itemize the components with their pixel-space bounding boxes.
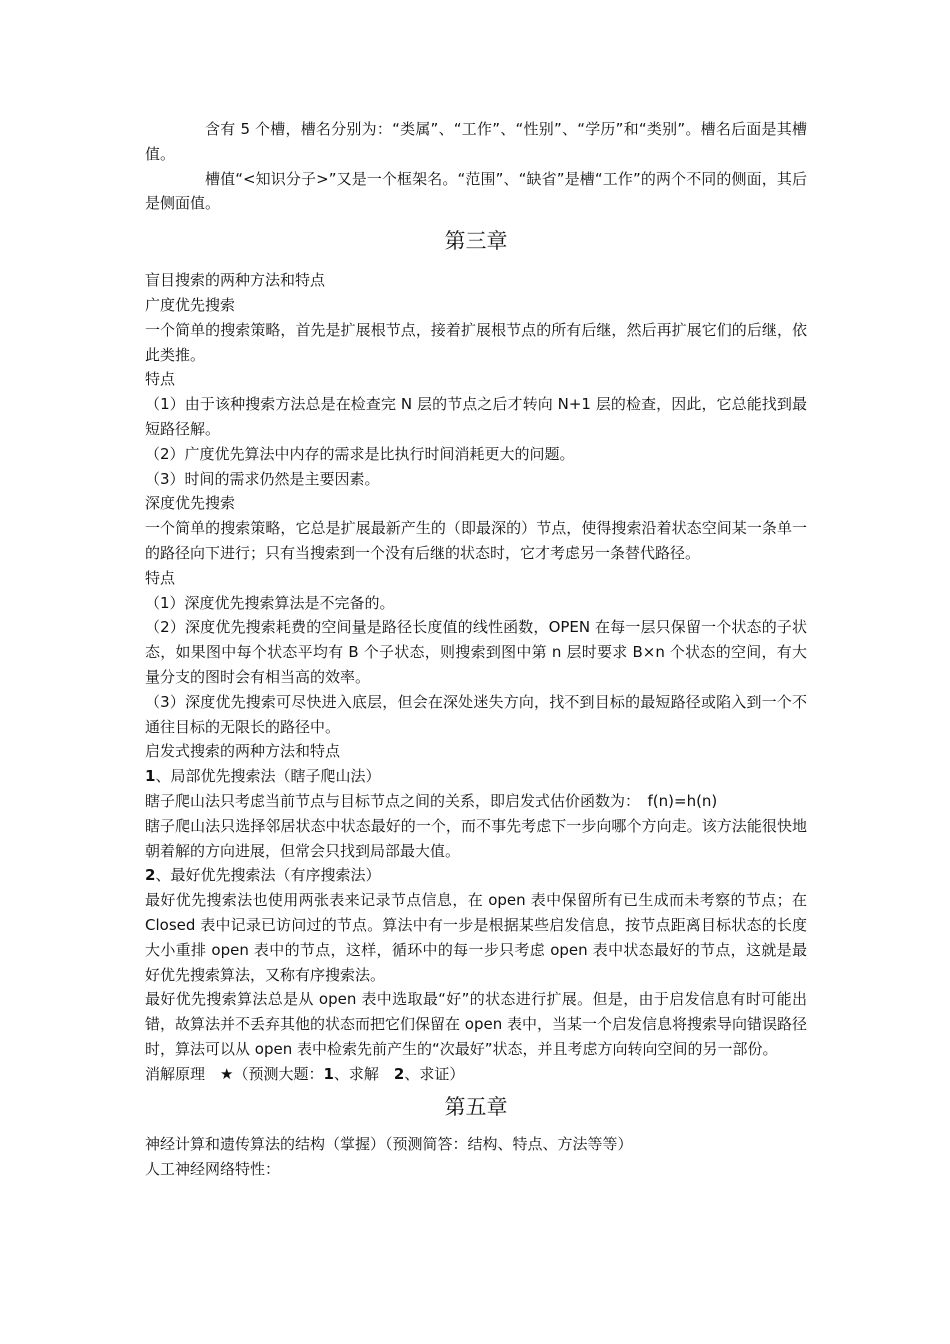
resolution-mid: 、求解 [333, 1064, 394, 1083]
local-search-number: 1 [145, 767, 156, 786]
resolution-principle-line [145, 1062, 807, 1087]
dfs-heading: 深度优先搜索 [145, 494, 236, 513]
local-search-title: 、局部优先搜索法（瞎子爬山法） [155, 767, 381, 786]
intro-paragraph-1: 含有 5 个槽，槽名分别为：“类属”、“工作”、“性别”、“学历”和“类别”。槽名后面是其槽值。 [145, 120, 807, 163]
local-search-description-1: 瞎子爬山法只考虑当前节点与目标节点之间的关系，即启发式估价函数为： f(n)=h(n) [145, 791, 718, 810]
dfs-description: 一个简单的搜索策略，它总是扩展最新产生的（即最深的）节点，使得搜索沿着状态空间某一条单一的路径向下进行；只有当搜索到一个没有后继的状态时，它才考虑另一条替代路径。 [145, 519, 807, 562]
best-first-number: 2 [145, 866, 156, 885]
dfs-feature-2: （2）深度优先搜索耗费的空间量是路径长度值的线性函数，OPEN 在每一层只保留一个状态的子状态，如果图中每个状态平均有 B 个子状态，则搜索到图中第 n 层时要求 B×n 个状态的空间，有大量分支的图时会有相当高的效率。 [145, 618, 807, 686]
resolution-number-1: 1 [323, 1064, 334, 1083]
bfs-heading: 广度优先搜索 [145, 295, 236, 314]
ann-properties-line: 人工神经网络特性： [145, 1160, 281, 1179]
intro-paragraph-2: 槽值“<知识分子>”又是一个框架名。“范围”、“缺省”是槽“工作”的两个不同的侧面，其后是侧面值。 [145, 169, 807, 213]
neural-genetic-line: 神经计算和遗传算法的结构（掌握）（预测简答：结构、特点、方法等等） [145, 1135, 633, 1154]
bfs-features-label: 特点 [145, 370, 176, 389]
resolution-number-2: 2 [393, 1064, 405, 1083]
bfs-description: 一个简单的搜索策略，首先是扩展根节点，接着扩展根节点的所有后继，然后再扩展它们的后继，依此类推。 [145, 320, 807, 364]
local-search-description-2: 瞎子爬山法只选择邻居状态中状态最好的一个，而不事先考虑下一步向哪个方向走。该方法能很快地朝着解的方向进展，但常会只找到局部最大值。 [145, 816, 807, 860]
bfs-feature-1: （1）由于该种搜索方法总是在检查完 N 层的节点之后才转向 N+1 层的检查，因此，它总能找到最短路径解。 [145, 395, 807, 438]
best-first-heading [145, 863, 807, 888]
bfs-feature-3: （3）时间的需求仍然是主要因素。 [145, 469, 380, 488]
best-first-title: 、最好优先搜索法（有序搜索法） [155, 866, 381, 885]
blind-search-heading: 盲目搜索的两种方法和特点 [145, 271, 326, 290]
best-first-description-2: 最好优先搜索算法总是从 open 表中选取最“好”的状态进行扩展。但是，由于启发信息有时可能出错，故算法并不丢弃其他的状态而把它们保留在 open 表中，当某一个启发信息将搜索导向错误路径时，算法可以从 open 表中检索先前产生的“次最好”状态，并且考虑方向转向空间的另一部份。 [145, 990, 807, 1058]
document-body [145, 117, 807, 1182]
local-search-heading [145, 764, 807, 789]
bfs-feature-2: （2）广度优先算法中内存的需求是比执行时间消耗更大的问题。 [145, 444, 575, 463]
resolution-post: 、求证） [404, 1064, 465, 1083]
dfs-features-label: 特点 [145, 568, 176, 587]
dfs-feature-3: （3）深度优先搜索可尽快进入底层，但会在深处迷失方向，找不到目标的最短路径或陷入到一个不通往目标的无限长的路径中。 [145, 692, 807, 736]
chapter-5-title: 第五章 [444, 1095, 508, 1120]
heuristic-search-heading: 启发式搜索的两种方法和特点 [145, 742, 341, 761]
best-first-description-1: 最好优先搜索法也使用两张表来记录节点信息，在 open 表中保留所有已生成而未考察的节点；在 Closed 表中记录已访问过的节点。算法中有一步是根据某些启发信息，按节点距离目标状态的长度大小重排 open 表中的节点，这样，循环中的每一步只考虑 open 表中状态最好的节点，这就是最好优先搜索算法，又称有序搜索法。 [145, 891, 807, 984]
dfs-feature-1: （1）深度优先搜索算法是不完备的。 [145, 593, 395, 612]
chapter-3-title: 第三章 [444, 229, 508, 254]
resolution-pre: 消解原理 ★（预测大题： [145, 1064, 324, 1083]
